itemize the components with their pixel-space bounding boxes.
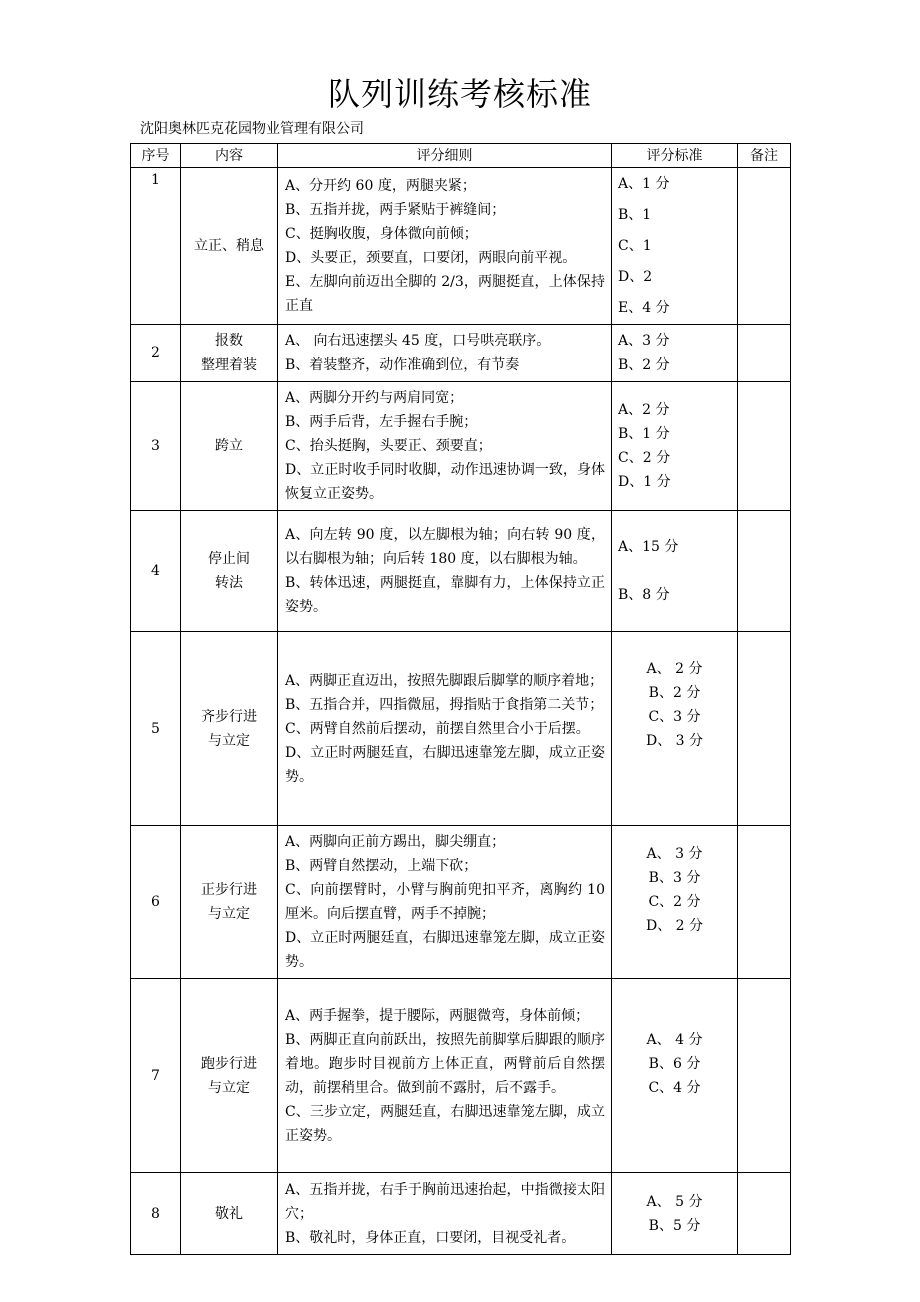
- score-line: C、1: [618, 237, 652, 254]
- detail-line: D、立正时收手同时收脚，动作迅速协调一致，身体恢复立正姿势。: [285, 462, 605, 502]
- company-name: 沈阳奥林匹克花园物业管理有限公司: [140, 121, 364, 137]
- content-line: 与立定: [208, 732, 250, 749]
- row-number: 8: [131, 1173, 181, 1255]
- detail-line: A、两脚分开约与两肩同宽；: [285, 390, 464, 406]
- row-content: [181, 632, 278, 826]
- content-line: 停止间: [208, 551, 250, 567]
- row-number: 7: [131, 979, 181, 1173]
- row-note: [738, 632, 791, 826]
- row-score: [612, 632, 738, 826]
- table-row: [131, 1173, 791, 1255]
- row-detail: [278, 168, 612, 325]
- table-row: [131, 168, 791, 325]
- content-line: 转法: [215, 575, 243, 591]
- detail-line: C、挺胸收腹，身体微向前倾；: [285, 226, 478, 242]
- row-score: [612, 382, 738, 511]
- row-number: 3: [131, 382, 181, 511]
- score-line: D、 3 分: [645, 732, 704, 749]
- detail-line: B、两脚正直向前跃出，按照先前脚掌后脚跟的顺序着地。跑步时目视前方上体正直，两臂前后自然摆动，前摆稍里合。做到前不露肘，后不露手。: [285, 1031, 605, 1096]
- score-line: A、 2 分: [646, 660, 703, 677]
- row-content: [181, 826, 278, 979]
- detail-line: B、着装整齐，动作准确到位，有节奏: [285, 357, 520, 373]
- score-line: A、2 分: [618, 402, 670, 418]
- content-line: 敬礼: [215, 1205, 243, 1222]
- detail-line: D、头要正，颈要直，口要闭，两眼向前平视。: [285, 250, 577, 266]
- row-note: [738, 168, 791, 325]
- score-line: C、2 分: [648, 894, 701, 910]
- detail-line: B、两手后背，左手握右手腕；: [285, 414, 478, 430]
- row-number: 5: [131, 632, 181, 826]
- detail-line: C、两臂自然前后摆动，前摆自然里合小于后摆。: [285, 720, 590, 737]
- detail-line: A、 向右迅速摆头 45 度，口号哄亮联序。: [285, 333, 551, 349]
- score-line: E、4 分: [618, 299, 670, 316]
- detail-line: C、抬头挺胸，头要正、颈要直；: [285, 438, 492, 454]
- detail-line: E、左脚向前迈出全脚的 2/3，两腿挺直，上体保持正直: [285, 274, 605, 314]
- detail-line: A、五指并拢，右手于胸前迅速抬起，中指微接太阳穴；: [285, 1181, 605, 1222]
- row-score: [612, 826, 738, 979]
- table-row: [131, 511, 791, 632]
- detail-line: A、两脚向正前方踢出，脚尖绷直；: [285, 834, 506, 850]
- content-line: 与立定: [208, 1079, 250, 1096]
- row-number: 4: [131, 511, 181, 632]
- content-line: 与立定: [208, 906, 250, 922]
- row-detail: [278, 1173, 612, 1255]
- score-line: B、5 分: [648, 1217, 701, 1234]
- detail-line: B、转体迅速，两腿挺直，靠脚有力，上体保持立正姿势。: [285, 575, 605, 615]
- score-line: B、8 分: [618, 587, 670, 603]
- row-detail: [278, 325, 612, 382]
- row-note: [738, 511, 791, 632]
- table-row: [131, 826, 791, 979]
- table-header-row: [131, 144, 791, 168]
- score-line: D、 2 分: [645, 918, 704, 934]
- score-line: C、4 分: [648, 1079, 701, 1096]
- table-row: [131, 632, 791, 826]
- detail-line: C、向前摆臂时，小臂与胸前兜扣平齐，离胸约 10 厘米。向后摆直臂，两手不掉腕；: [285, 882, 610, 922]
- score-line: A、 5 分: [646, 1193, 703, 1210]
- table-row: [131, 979, 791, 1173]
- row-content: [181, 1173, 278, 1255]
- detail-line: D、立正时两腿廷直，右脚迅速靠笼左脚，成立正姿势。: [285, 744, 605, 785]
- row-number: 1: [131, 168, 181, 325]
- detail-line: B、敬礼时，身体正直，口要闭，目视受礼者。: [285, 1229, 576, 1246]
- row-number: 2: [131, 325, 181, 382]
- content-line: 整理着装: [201, 357, 257, 373]
- detail-line: A、向左转 90 度，以左脚根为轴；向右转 90 度，以右脚根为轴；向后转 180 度，以右脚根为轴。: [285, 527, 605, 567]
- row-content: [181, 979, 278, 1173]
- table-row: [131, 382, 791, 511]
- row-score: [612, 1173, 738, 1255]
- score-line: A、1 分: [618, 175, 670, 192]
- score-line: D、2: [618, 268, 653, 285]
- row-score: [612, 979, 738, 1173]
- score-line: B、3 分: [648, 870, 701, 886]
- score-line: B、1: [618, 206, 652, 223]
- header-note: 备注: [738, 144, 791, 168]
- detail-line: B、两臂自然摆动，上端下砍；: [285, 858, 478, 874]
- header-content: 内容: [181, 144, 278, 168]
- header-standard: 评分标准: [612, 144, 738, 168]
- detail-line: A、分开约 60 度，两腿夹紧；: [285, 178, 476, 194]
- score-line: A、 3 分: [646, 846, 703, 862]
- row-content: [181, 168, 278, 325]
- score-line: B、1 分: [618, 426, 670, 442]
- content-line: 齐步行进: [201, 708, 257, 725]
- row-detail: [278, 382, 612, 511]
- score-line: A、3 分: [618, 333, 670, 349]
- table-row: [131, 325, 791, 382]
- content-line: 跨立: [215, 438, 243, 454]
- row-number: 6: [131, 826, 181, 979]
- content-line: 正步行进: [201, 882, 257, 898]
- row-note: [738, 979, 791, 1173]
- content-line: 报数: [215, 333, 243, 349]
- header-no: 序号: [131, 144, 181, 168]
- header-detail: 评分细则: [278, 144, 612, 168]
- score-line: B、6 分: [648, 1055, 701, 1072]
- score-line: A、15 分: [618, 539, 679, 555]
- row-detail: [278, 511, 612, 632]
- row-content: [181, 511, 278, 632]
- assessment-table: [130, 143, 791, 1255]
- detail-line: A、两手握拳，提于腰际，两腿微弯，身体前倾；: [285, 1007, 590, 1024]
- row-note: [738, 1173, 791, 1255]
- row-score: [612, 511, 738, 632]
- score-line: B、2 分: [648, 684, 701, 701]
- detail-line: C、三步立定，两腿廷直，右脚迅速靠笼左脚，成立正姿势。: [285, 1103, 605, 1144]
- row-score: [612, 168, 738, 325]
- score-line: C、2 分: [618, 450, 671, 466]
- row-note: [738, 826, 791, 979]
- row-content: [181, 325, 278, 382]
- detail-line: B、五指合并，四指微屈，拇指贴于食指第二关节；: [285, 696, 604, 713]
- page-title: 队列训练考核标准: [327, 75, 592, 113]
- row-score: [612, 325, 738, 382]
- row-detail: [278, 632, 612, 826]
- content-line: 跑步行进: [201, 1055, 257, 1072]
- content-line: 立正、稍息: [194, 238, 264, 254]
- row-detail: [278, 826, 612, 979]
- row-detail: [278, 979, 612, 1173]
- row-note: [738, 325, 791, 382]
- score-line: A、 4 分: [646, 1031, 703, 1048]
- detail-line: D、立正时两腿廷直，右脚迅速靠笼左脚，成立正姿势。: [285, 930, 605, 970]
- score-line: D、1 分: [618, 474, 671, 490]
- row-note: [738, 382, 791, 511]
- row-content: [181, 382, 278, 511]
- score-line: B、2 分: [618, 357, 670, 373]
- detail-line: A、两脚正直迈出，按照先脚跟后脚掌的顺序着地；: [285, 672, 604, 689]
- detail-line: B、五指并拢，两手紧贴于裤缝间；: [285, 202, 506, 218]
- score-line: C、3 分: [648, 708, 701, 725]
